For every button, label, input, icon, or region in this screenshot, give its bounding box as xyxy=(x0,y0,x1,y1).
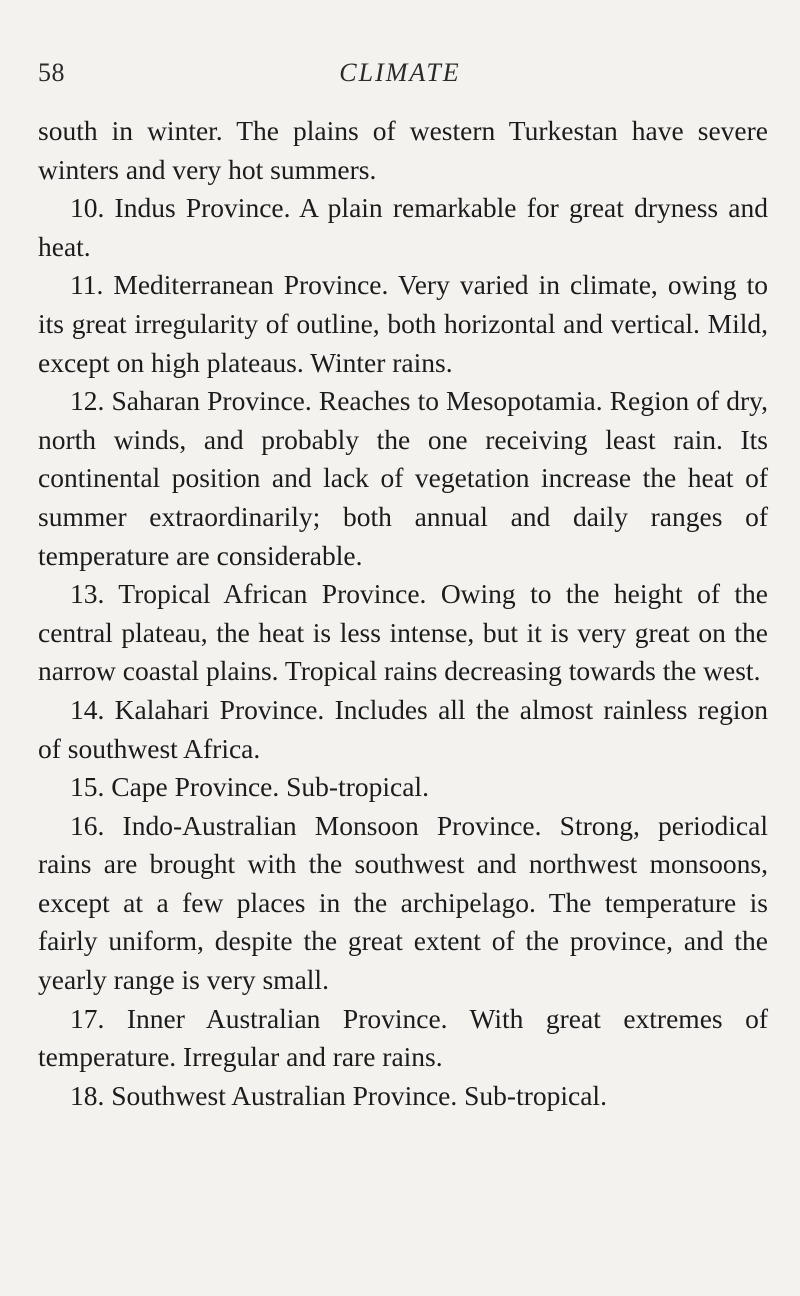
paragraph-southwest-australian-province: 18. Southwest Australian Province. Sub-tropical. xyxy=(70,1079,607,1111)
body-text xyxy=(38,112,768,1115)
running-head: CLIMATE xyxy=(339,58,461,87)
page-number: 58 xyxy=(38,58,65,87)
paragraph-tropical-african-province: 13. Tropical African Province. Owing to the height of the central plateau, the heat is less intense, but it is very great on the narrow coastal plains. Tropical rains decreasing towards the west. xyxy=(38,578,768,687)
paragraph-cape-province: 15. Cape Province. Sub-tropical. xyxy=(70,771,429,803)
paragraph-continuation: south in winter. The plains of western Turkestan have severe winters and very hot summers. xyxy=(38,115,768,185)
paragraph-inner-australian-province: 17. Inner Australian Province. With great extremes of temperature. Irregular and rare rains. xyxy=(38,1002,768,1073)
paragraph-indus-province: 10. Indus Province. A plain remarkable for great dryness and heat. xyxy=(38,192,768,262)
page-header xyxy=(38,58,762,92)
paragraph-saharan-province: 12. Saharan Province. Reaches to Mesopotamia. Region of dry, north winds, and probably the one receiving least rain. Its continental position and lack of vegetation increase the heat of summer extraordinarily; both annual and daily ranges of temperature are considerable. xyxy=(38,385,768,571)
paragraph-indo-australian-province: 16. Indo-Australian Monsoon Province. Strong, periodical rains are brought with the southwest and northwest monsoons, except at a few places in the archipelago. The temperature is fairly uniform, despite the great extent of the province, and the yearly range is very small. xyxy=(38,809,768,996)
paragraph-kalahari-province: 14. Kalahari Province. Includes all the almost rainless region of southwest Africa. xyxy=(38,693,768,764)
paragraph-mediterranean-province: 11. Mediterranean Province. Very varied in climate, owing to its great irregularity of outline, both horizontal and vertical. Mild, except on high plateaus. Winter rains. xyxy=(38,269,768,378)
